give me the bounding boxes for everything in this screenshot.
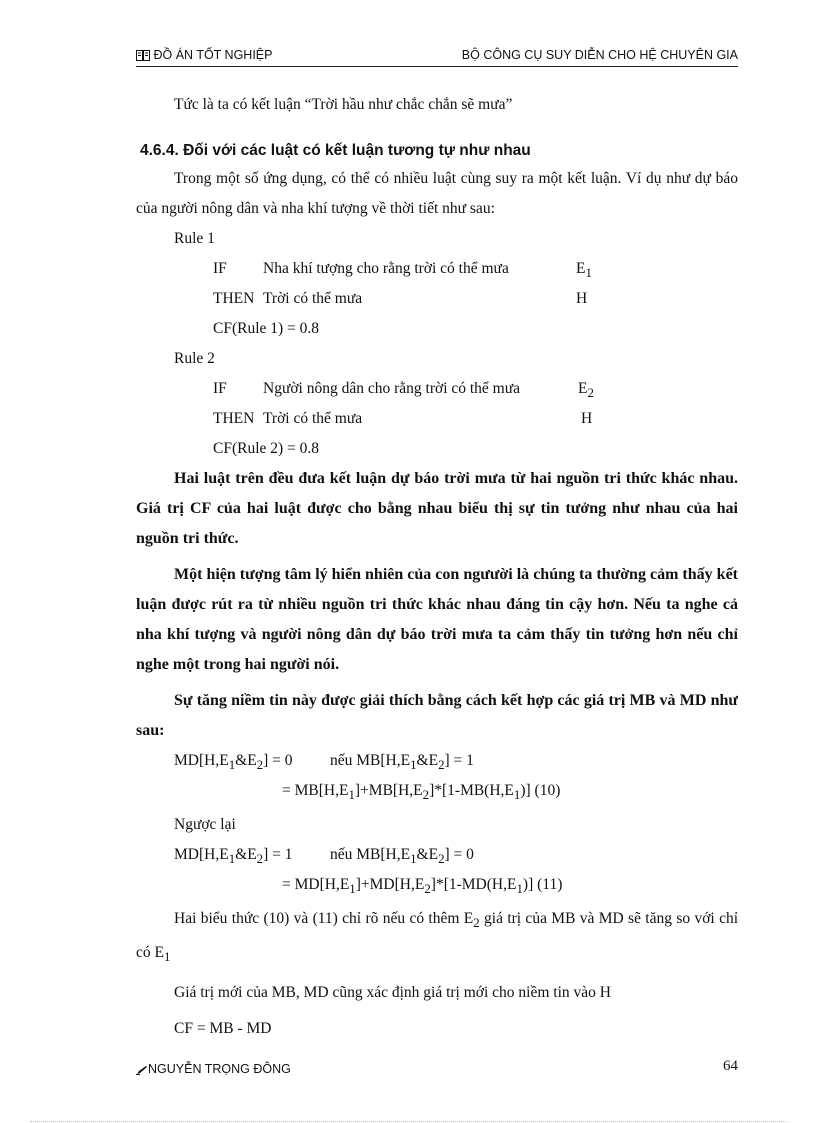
footer-author: NGUYỄN TRỌNG ĐÔNG: [136, 1062, 291, 1076]
book-icon: [136, 50, 150, 61]
section-title: 4.6.4. Đối với các luật có kết luận tương tự như nhau: [140, 142, 531, 159]
rule2-then-symbol: H: [581, 410, 593, 427]
formula-2-continuation: = $MD[H,E_1]+MD[H,E_2]*[1-MD(H,E_1)]$ (11): [282, 876, 563, 897]
rule2-if-text: Người nông dân cho rằng trời có thể mưa: [263, 380, 521, 397]
rule2-then: [136, 404, 738, 434]
rule1-if-text: Nha khí tượng cho rằng trời có thể mưa: [263, 260, 509, 277]
paragraph-6: Giá trị mới của MB, MD cũng xác định giá trị mới cho niềm tin vào H: [174, 984, 611, 1002]
formula-1-lhs: $MD[H,E_1\&E_2] = 0$: [174, 752, 293, 773]
rule1-then-text: Trời có thể mưa: [263, 290, 363, 307]
formula-2-condition: nếu $MB[H,E_1\&E_2] = 0$: [330, 846, 474, 867]
rule1-then-keyword: THEN: [213, 290, 255, 307]
formula-1-continuation: = $MB[H,E_1]+MB[H,E_2]*[1-MB(H,E_1)]$ (10): [282, 782, 561, 803]
rule2-then-keyword: THEN: [213, 410, 255, 427]
rule1-cf: CF(Rule 1) = 0.8: [213, 320, 320, 337]
paragraph-3: Một hiện tượng tâm lý hiển nhiên của con ngưười là chúng ta thường cảm thấy kết luận được rút ra từ nhiều nguồn tri thức khác nhau đáng tin cậy hơn. Nếu ta nghe cả nha khí tượng và người nông dân dự báo trời mưa ta cảm thấy tin tưởng hơn nếu chỉ nghe một trong hai người nói.: [136, 566, 738, 673]
page-header: [136, 46, 738, 67]
rule1-name: Rule 1: [174, 230, 215, 247]
rule1-then-symbol: H: [576, 290, 588, 307]
paragraph-4: Sự tăng niềm tin này được giải thích bằng cách kết hợp các giá trị MB và MD như sau:: [136, 692, 738, 739]
intro-text: Tức là ta có kết luận “Trời hầu như chắc chắn sẽ mưa”: [174, 96, 513, 113]
rule1-if-symbol: $E_1$: [576, 260, 592, 281]
formula-2-lhs: $MD[H,E_1\&E_2] = 1$: [174, 846, 293, 867]
rule1-if-keyword: IF: [213, 260, 227, 277]
cf-final: CF = MB - MD: [174, 1020, 272, 1038]
paragraph-1: Trong một số ứng dụng, có thể có nhiều luật cùng suy ra một kết luận. Ví dụ như dự báo của người nông dân và nha khí tượng về thời tiết như sau:: [136, 170, 738, 217]
rule2-cf: CF(Rule 2) = 0.8: [213, 440, 320, 457]
page-content: [136, 90, 738, 1044]
rule1-then: [136, 284, 738, 314]
paragraph-5: Hai biểu thức (10) và (11) chỉ rõ nếu có thêm $E_2$ giá trị của MB và MD sẽ tăng so với chỉ có $E_1$: [136, 910, 739, 965]
rule2-if-symbol: $E_2$: [578, 380, 594, 401]
page-edge-divider: [30, 1121, 786, 1122]
formula-1-condition: nếu $MB[H,E_1\&E_2] = 1$: [330, 752, 474, 773]
header-right-text: BỘ CÔNG CỤ SUY DIỄN CHO HỆ CHUYÊN GIA: [461, 48, 738, 62]
header-left: [136, 48, 273, 62]
rule2-if-keyword: IF: [213, 380, 227, 397]
else-text: Ngược lại: [174, 816, 236, 834]
rule2-if: [136, 374, 738, 404]
rule2-then-text: Trời có thể mưa: [263, 410, 363, 427]
paragraph-2: Hai luật trên đều đưa kết luận dự báo trời mưa từ hai nguồn tri thức khác nhau. Giá trị CF của hai luật được cho bằng nhau biểu thị sự tin tưởng như nhau của hai nguồn tri thức.: [136, 470, 738, 547]
formula-1: [136, 746, 738, 776]
rule2-name: Rule 2: [174, 350, 215, 367]
rule1-if: [136, 254, 738, 284]
formula-2: [136, 840, 738, 870]
header-left-text: ĐỒ ÁN TỐT NGHIỆP: [153, 48, 273, 62]
page-footer: [136, 1058, 738, 1078]
pen-icon: [136, 1065, 148, 1075]
page-number: 64: [723, 1058, 738, 1074]
